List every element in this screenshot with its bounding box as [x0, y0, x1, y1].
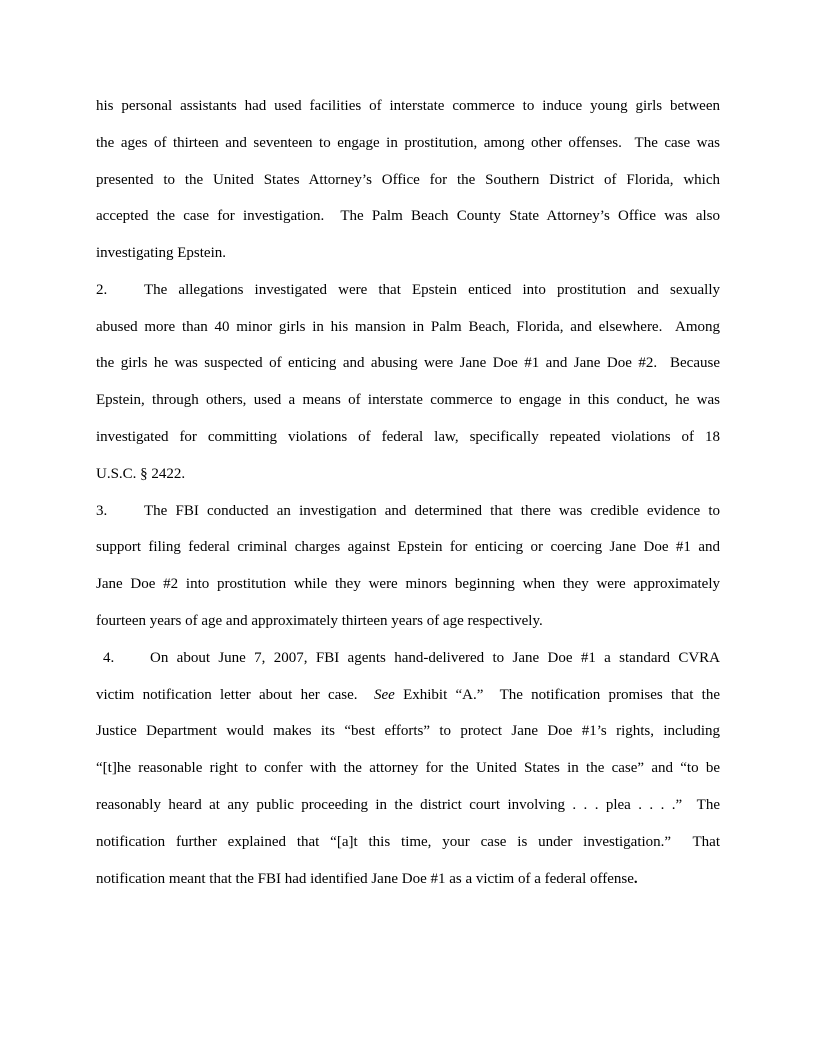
- para2-line-5: investigated for committing violations of federal law, specifically repeated violations of 18: [96, 429, 720, 445]
- para4-line-2-before: victim notification letter about her case.: [96, 687, 375, 703]
- see-signal: See: [374, 687, 395, 703]
- para4-line-3: Justice Department would makes its “best efforts” to protect Jane Doe #1’s rights, including: [96, 723, 720, 739]
- para4-line-7-period: .: [633, 871, 638, 887]
- para4-number: 4.: [103, 650, 115, 666]
- para2-number: 2.: [96, 282, 108, 298]
- para2-line-3: the girls he was suspected of enticing and abusing were Jane Doe #1 and Jane Doe #2. Because: [96, 355, 720, 371]
- para2-line-4: Epstein, through others, used a means of interstate commerce to engage in this conduct, he was: [96, 392, 720, 408]
- para3-number: 3.: [96, 503, 108, 519]
- para4-line-7: [96, 869, 638, 889]
- para3-line-2: support filing federal criminal charges against Epstein for enticing or coercing Jane Doe #1 and: [96, 539, 720, 555]
- para1-line-5: investigating Epstein.: [96, 245, 226, 261]
- para4-line-1: On about June 7, 2007, FBI agents hand-delivered to Jane Doe #1 a standard CVRA: [150, 650, 720, 666]
- para2-line-6: U.S.C. § 2422.: [96, 466, 186, 482]
- para2-line-1: The allegations investigated were that Epstein enticed into prostitution and sexually: [144, 282, 720, 298]
- para1-line-4: accepted the case for investigation. The Palm Beach County State Attorney’s Office was also: [96, 208, 720, 224]
- para1-line-3: presented to the United States Attorney’s Office for the Southern District of Florida, which: [96, 172, 720, 188]
- para3-line-3: Jane Doe #2 into prostitution while they were minors beginning when they were approximately: [96, 576, 720, 592]
- para4-line-2-after: Exhibit “A.” The notification promises that the: [394, 687, 721, 703]
- para4-line-7-main: notification meant that the FBI had identified Jane Doe #1 as a victim of a federal offense: [96, 871, 634, 887]
- para1-line-2: the ages of thirteen and seventeen to engage in prostitution, among other offenses. The case was: [96, 135, 720, 151]
- para3-line-1: The FBI conducted an investigation and determined that there was credible evidence to: [144, 503, 720, 519]
- para1-line-1: his personal assistants had used facilities of interstate commerce to induce young girls between: [96, 98, 720, 114]
- para4-line-6: notification further explained that “[a]t this time, your case is under investigation.” That: [96, 834, 720, 850]
- para4-line-5: reasonably heard at any public proceeding in the district court involving . . . plea . . . .” The: [96, 797, 720, 813]
- para4-line-4: “[t]he reasonable right to confer with the attorney for the United States in the case” and “to be: [96, 760, 720, 776]
- para4-line-2: [96, 685, 720, 705]
- para2-line-2: abused more than 40 minor girls in his mansion in Palm Beach, Florida, and elsewhere. Among: [96, 319, 720, 335]
- para3-line-4: fourteen years of age and approximately thirteen years of age respectively.: [96, 613, 543, 629]
